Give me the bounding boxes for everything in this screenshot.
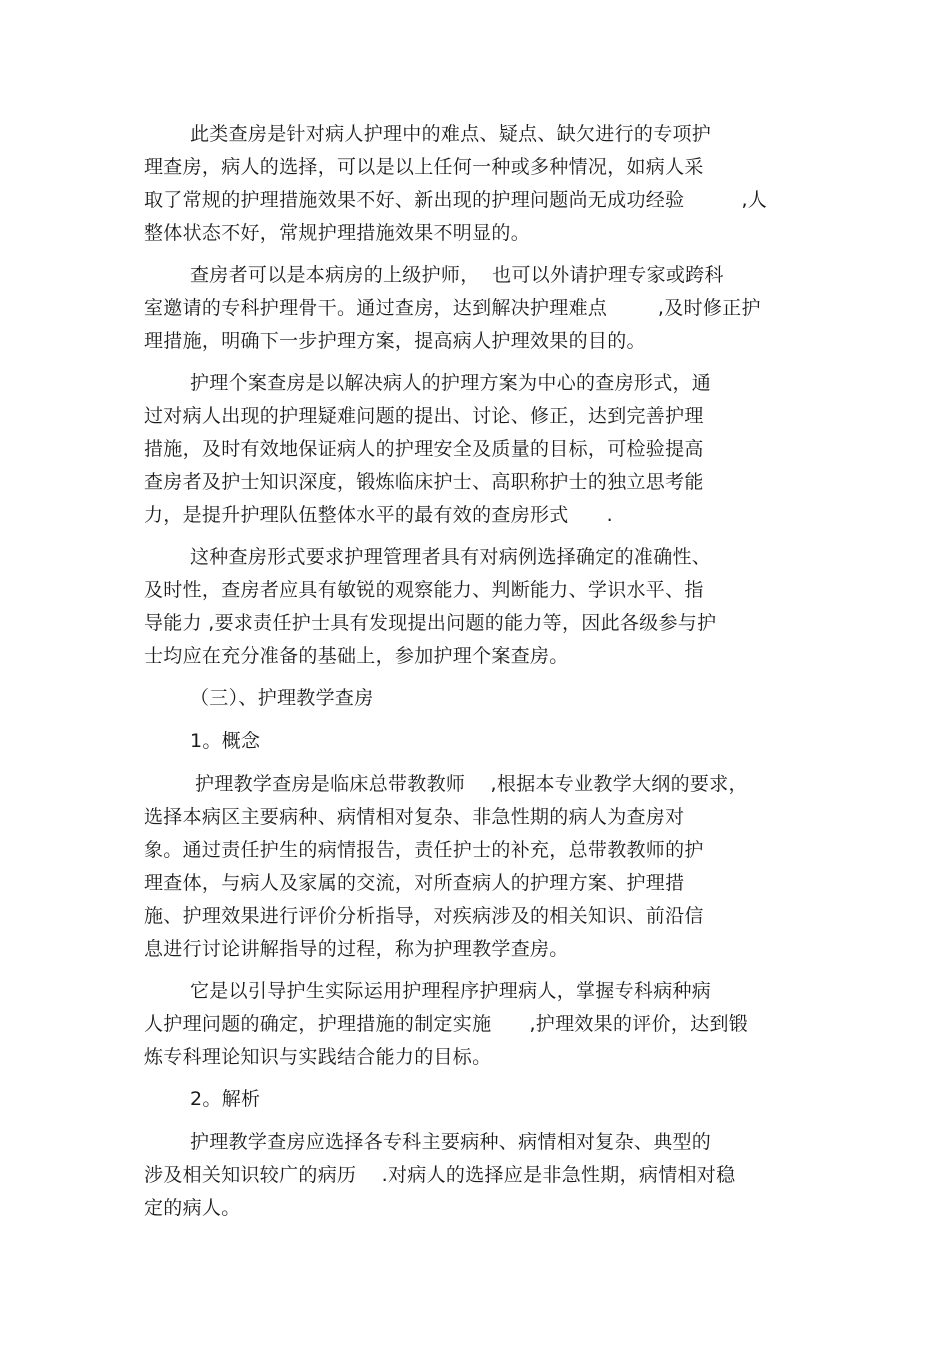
paragraph-line: 象。通过责任护生的病情报告，责任护士的补充，总带教教师的护: [144, 839, 704, 861]
paragraph-line: 力，是提升护理队伍整体水平的最有效的查房形式 .: [144, 504, 613, 526]
paragraph-line: 护理教学查房是临床总带教教师 ,根据本专业教学大纲的要求，: [195, 773, 748, 795]
paragraph-line: 这种查房形式要求护理管理者具有对病例选择确定的准确性、: [190, 546, 712, 568]
paragraph-line: 人护理问题的确定，护理措施的制定实施 ,护理效果的评价，达到锻: [144, 1013, 749, 1035]
paragraph-line: 息进行讨论讲解指导的过程，称为护理教学查房。: [144, 938, 569, 960]
paragraph-line: 护理个案查房是以解决病人的护理方案为中心的查房形式，通: [190, 372, 712, 394]
paragraph-line: 理措施，明确下一步护理方案，提高病人护理效果的目的。: [144, 330, 646, 352]
paragraph-line: 及时性，查房者应具有敏锐的观察能力、判断能力、学识水平、指: [144, 579, 704, 601]
paragraph-line: 涉及相关知识较广的病历 .对病人的选择应是非急性期，病情相对稳: [144, 1164, 736, 1186]
paragraph-line: 选择本病区主要病种、病情相对复杂、非急性期的病人为查房对: [144, 806, 685, 828]
section-heading: （三）、护理教学查房: [190, 687, 374, 709]
paragraph-line: 理查体，与病人及家属的交流，对所查病人的护理方案、护理措: [144, 872, 685, 894]
paragraph-line: 措施，及时有效地保证病人的护理安全及质量的目标，可检验提高: [144, 438, 704, 460]
subsection-heading: 1。概念: [190, 730, 261, 752]
paragraph-line: 室邀请的专科护理骨干。通过查房，达到解决护理难点 ,及时修正护: [144, 297, 761, 319]
paragraph-line: 定的病人。: [144, 1197, 241, 1219]
subsection-heading: 2。解析: [190, 1088, 261, 1110]
paragraph-line: 整体状态不好，常规护理措施效果不明显的。: [144, 222, 531, 244]
paragraph-line: 查房者可以是本病房的上级护师， 也可以外请护理专家或跨科: [190, 264, 724, 286]
paragraph-line: 过对病人出现的护理疑难问题的提出、讨论、修正，达到完善护理: [144, 405, 704, 427]
paragraph-line: 此类查房是针对病人护理中的难点、疑点、缺欠进行的专项护: [190, 123, 712, 145]
paragraph-line: 查房者及护士知识深度，锻炼临床护士、高职称护士的独立思考能: [144, 471, 704, 493]
paragraph-line: 取了常规的护理措施效果不好、新出现的护理问题尚无成功经验 ,人: [144, 189, 768, 211]
paragraph-line: 炼专科理论知识与实践结合能力的目标。: [144, 1046, 492, 1068]
paragraph-line: 施、护理效果进行评价分析指导，对疾病涉及的相关知识、前沿信: [144, 905, 704, 927]
paragraph-line: 导能力 ,要求责任护士具有发现提出问题的能力等，因此各级参与护: [144, 612, 717, 634]
paragraph-line: 理查房，病人的选择，可以是以上任何一种或多种情况，如病人采: [144, 156, 704, 178]
paragraph-line: 护理教学查房应选择各专科主要病种、病情相对复杂、典型的: [190, 1131, 712, 1153]
paragraph-line: 士均应在充分准备的基础上，参加护理个案查房。: [144, 645, 569, 667]
paragraph-line: 它是以引导护生实际运用护理程序护理病人，掌握专科病种病: [190, 980, 712, 1002]
